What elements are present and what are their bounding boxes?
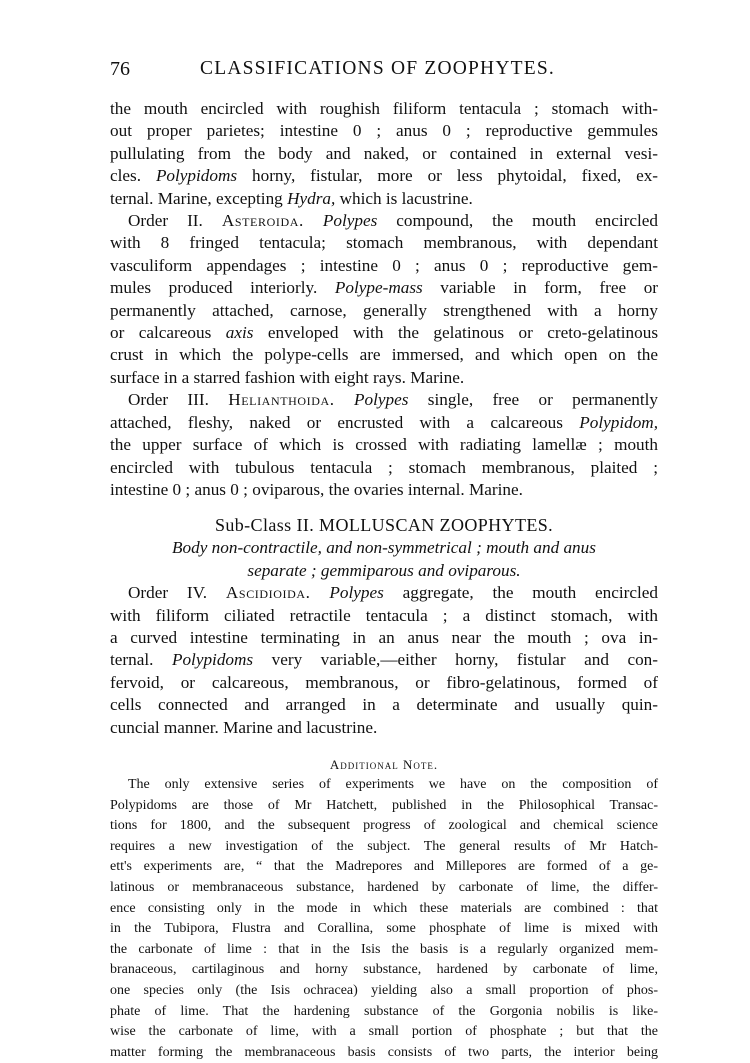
text-line: or calcareous axis enveloped with the gelatinous or creto-gelatinous (110, 323, 659, 343)
text-line: encircled with tubulous tentacula ; stomach membranous, plaited ; (110, 457, 658, 477)
note-line: ence consisting only in the mode in which these materials are combined : that (110, 900, 658, 916)
text-line: vasculiform appendages ; intestine 0 ; anus 0 ; reproductive gem- (110, 255, 658, 275)
note-line: Polypidoms are those of Mr Hatchett, published in the Philosophical Transac- (110, 797, 658, 813)
text-line: cles. Polypidoms horny, fistular, more or less phytoidal, fixed, ex- (110, 166, 659, 186)
italic-term: Polypes (322, 211, 378, 231)
text-line: crust in which the polype-cells are immersed, and which open on the (110, 345, 658, 365)
page-number: 76 (110, 58, 130, 80)
note-line: The only extensive series of experiments we have on the composition of (128, 776, 658, 792)
italic-term: Polypidom, (579, 412, 658, 432)
note-line: one species only (the Isis ochracea) yielding also a small proportion of phos- (110, 982, 658, 998)
order-iii-paragraph (110, 389, 658, 501)
paragraph-continuation (110, 98, 658, 210)
text-line: a curved intestine terminating in an anus near the mouth ; ova in- (110, 627, 658, 647)
text-line: attached, fleshy, naked or encrusted with a calcareous Polypidom, (110, 412, 658, 432)
note-line: matter forming the membranaceous basis consists of two parts, the interior being (110, 1044, 658, 1060)
text-line: intestine 0 ; anus 0 ; oviparous, the ovaries internal. Marine. (110, 479, 523, 499)
text-line: Order IV. Ascidioida. Polypes aggregate, the mouth encircled (128, 583, 659, 603)
text-line: Order III. Helianthoida. Polypes single, free or permanently (128, 390, 659, 410)
note-line: in the Tubipora, Flustra and Corallina, some phosphate of lime is mixed with (110, 921, 658, 937)
italic-term: Polypes (354, 390, 409, 410)
order-name: Asteroida. (221, 211, 304, 231)
subclass-description-line: separate ; gemmiparous and oviparous. (247, 560, 521, 580)
italic-term: Polypidoms (171, 650, 254, 670)
order-name: Ascidioida. (225, 583, 311, 603)
text-line: the upper surface of which is crossed with radiating lamellæ ; mouth (110, 435, 658, 455)
italic-term: Hydra, (287, 188, 336, 208)
text-line: fervoid, or calcareous, membranous, or fibro-gelatinous, formed of (110, 672, 658, 692)
italic-term: axis (225, 323, 254, 343)
text-line: surface in a starred fashion with eight rays. Marine. (110, 367, 465, 387)
text-line: cuncial manner. Marine and lacustrine. (110, 717, 378, 737)
note-line: branaceous, cartilaginous and horny substance, hardened by carbonate of lime, (110, 962, 658, 978)
text-line: ternal. Marine, excepting Hydra, which is lacustrine. (110, 188, 473, 208)
text-line: ternal. Polypidoms very variable,—either horny, fistular and con- (110, 650, 658, 670)
text-line: permanently attached, carnose, generally strengthened with a horny (110, 300, 658, 320)
note-line: ett's experiments are, “ that the Madrepores and Millepores are formed of a ge- (110, 859, 658, 875)
text-line: mules produced interiorly. Polype-mass variable in form, free or (110, 278, 659, 298)
order-label: Order II. (128, 211, 203, 231)
note-line: latinous or membranaceous substance, hardened by carbonate of lime, the differ- (110, 879, 658, 895)
note-line: requires a new investigation of the subject. The general results of Mr Hatch- (110, 838, 658, 854)
italic-term: Polypes (329, 583, 384, 603)
order-name: Helianthoida. (228, 390, 335, 410)
order-label: Order IV. (128, 583, 208, 603)
running-title: CLASSIFICATIONS OF ZOOPHYTES. (200, 58, 555, 79)
text-line: with 8 fringed tentacula; stomach membranous, with dependant (110, 233, 658, 253)
subclass-heading: Sub-Class II. MOLLUSCAN ZOOPHYTES. (214, 515, 554, 536)
text-line: the mouth encircled with roughish filiform tentacula ; stomach with- (110, 99, 658, 118)
italic-term: Polype-mass (334, 278, 423, 298)
text-line: with filiform ciliated retractile tentacula ; a distinct stomach, with (110, 605, 658, 625)
note-line: the carbonate of lime : that in the Isis the basis is a regularly organized mem- (110, 941, 658, 957)
text-line: Order II. Asteroida. Polypes compound, the mouth encircled (128, 211, 659, 231)
subclass-description-line: Body non-contractile, and non-symmetrical ; mouth and anus (172, 538, 596, 558)
note-line: wise the carbonate of lime, with a small portion of phosphate ; but that the (110, 1024, 658, 1040)
note-line: phate of lime. That the hardening substance of the Gorgonia nobilis is like- (110, 1003, 658, 1019)
order-ii-paragraph (110, 210, 658, 389)
body-text (110, 98, 658, 1063)
additional-note (110, 775, 658, 1063)
order-iv-paragraph (110, 582, 658, 739)
text-line: out proper parietes; intestine 0 ; anus 0 ; reproductive gemmules (110, 121, 658, 141)
running-head (110, 58, 650, 86)
order-label: Order III. (128, 390, 209, 410)
note-line: tions for 1800, and the subsequent progress of zoological and chemical science (110, 818, 658, 834)
text-line: pullulating from the body and naked, or contained in external vesi- (110, 143, 658, 163)
italic-term: Polypidoms (155, 166, 238, 186)
note-title: Additional Note. (329, 756, 439, 772)
text-line: cells connected and arranged in a determinate and usually quin- (110, 695, 658, 715)
